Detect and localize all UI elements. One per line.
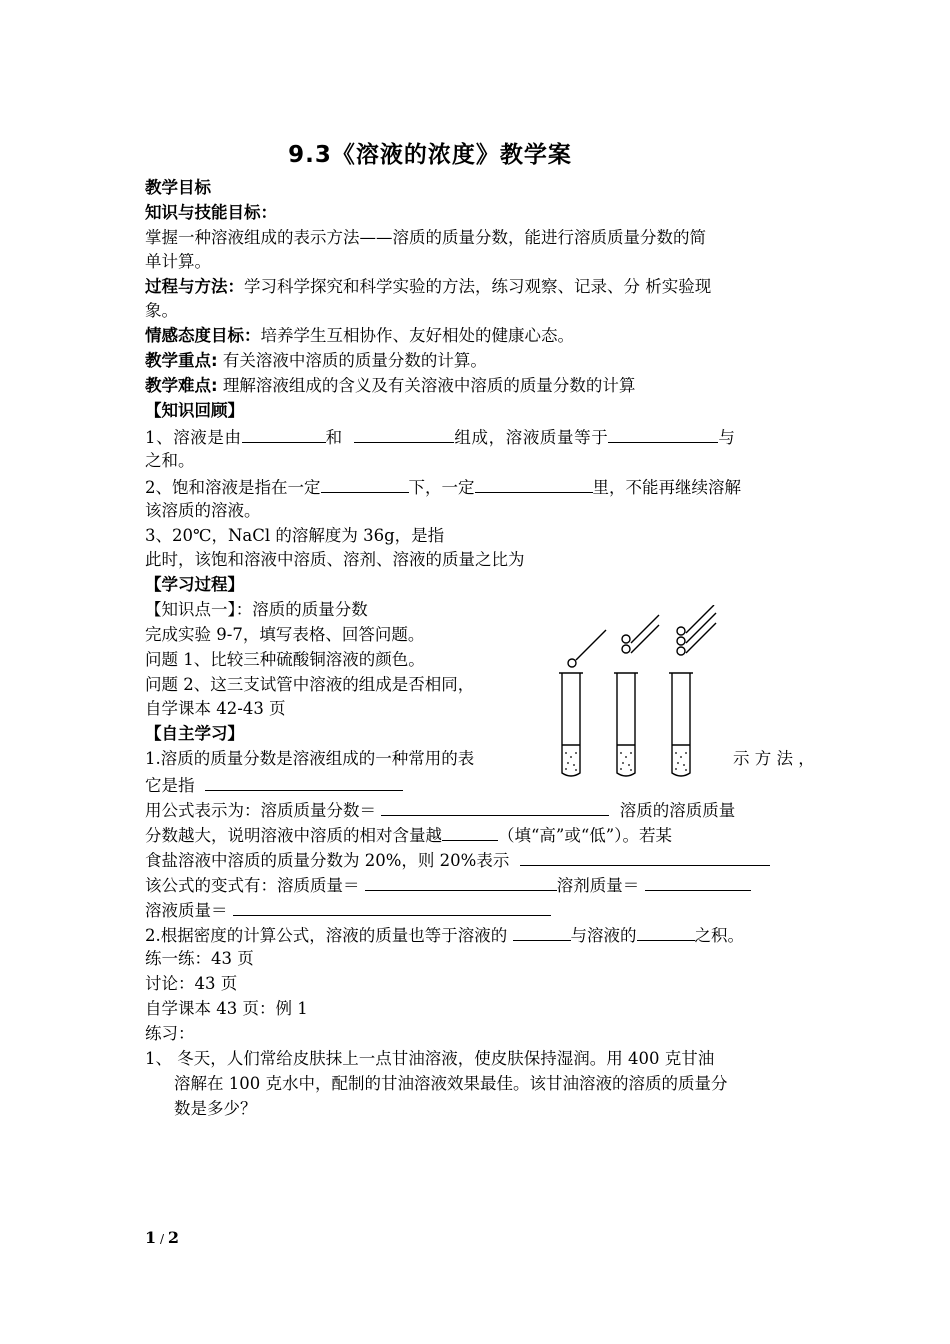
blank-q1-3[interactable] (608, 424, 718, 443)
knowledge-text-2: 单计算。 (145, 252, 211, 271)
fraction-larger-text: 分数越大，说明溶液中溶质的相对含量越 (145, 826, 442, 845)
review-q1-text-a: 1、溶液是由 (145, 428, 242, 447)
practice-page: 练一练：43 页 (145, 949, 254, 968)
blank-percent-meaning[interactable] (520, 847, 770, 866)
practice-heading: 练习： (145, 1024, 195, 1043)
practice-q1-line3: 数是多少？ (174, 1099, 257, 1118)
formula-label: 用公式表示为：溶质质量分数＝ (145, 801, 376, 820)
blank-formula[interactable] (381, 797, 609, 816)
review-q1-text-c: 组成，溶液质量等于 (454, 428, 609, 447)
self-study-1-line2-text: 它是指 (145, 776, 195, 795)
key-text: 有关溶液中溶质的质量分数的计算。 (217, 351, 487, 370)
blank-definition[interactable] (205, 772, 403, 791)
total-pages: 2 (167, 1228, 179, 1247)
process-goal (145, 275, 711, 299)
solution-mass-label: 溶液质量＝ (145, 901, 228, 920)
blank-solution-mass[interactable] (233, 897, 551, 916)
density-text-a: 2.根据密度的计算公式，溶液的质量也等于溶液的 (145, 926, 508, 945)
review-q2-text-c: 里，不能再继续溶解 (592, 478, 741, 497)
key-label: 教学重点: (145, 351, 218, 370)
review-q2-line2: 该溶质的溶液。 (145, 501, 261, 520)
blank-high-low[interactable] (442, 822, 498, 841)
process-line-1: 完成实验 9-7，填写表格、回答问题。 (145, 625, 425, 644)
self-study-2 (145, 922, 744, 948)
review-q1-line2: 之和。 (145, 451, 195, 470)
example-page: 自学课本 43 页：例 1 (145, 999, 308, 1018)
self-study-1-line3 (145, 797, 735, 823)
process-label: 过程与方法： (145, 277, 244, 296)
self-study-1a: 1.溶质的质量分数是溶液组成的一种常用的表 (145, 749, 475, 768)
emotion-goal (145, 324, 574, 348)
process-line-2: 问题 1、比较三种硫酸铜溶液的颜色。 (145, 650, 425, 669)
review-q3-line1: 3、20℃，NaCl 的溶解度为 36g，是指 (145, 526, 445, 545)
density-text-b: 与溶液的 (570, 926, 637, 945)
fraction-larger-after: （填“高”或“低”）。若某 (498, 826, 672, 845)
process-text-1: 学习科学探究和科学实验的方法，练习观察、记录、分 析实验现 (244, 277, 712, 296)
blank-density-1[interactable] (513, 922, 571, 941)
hard-text: 理解溶液组成的含义及有关溶液中溶质的质量分数的计算 (217, 376, 636, 395)
self-study-1-line7 (145, 897, 551, 923)
discussion-page: 讨论：43 页 (145, 974, 238, 993)
process-line-3: 问题 2、这三支试管中溶液的组成是否相同， (145, 675, 475, 694)
test-tubes-illustration (556, 605, 726, 785)
blank-solvent-mass[interactable] (645, 872, 751, 891)
solvent-mass-label: 溶剂质量＝ (556, 876, 640, 895)
test-tube-2 (614, 615, 659, 776)
practice-q1-line2: 溶解在 100 克水中，配制的甘油溶液效果最佳。该甘油溶液的溶质的质量分 (174, 1074, 728, 1093)
knowledge-label: 知识与技能目标： (145, 203, 277, 222)
self-study-heading: 【自主学习】 (145, 724, 244, 743)
density-text-c: 之积。 (694, 926, 744, 945)
test-tube-3 (669, 605, 716, 776)
practice-q1-line1: 1、 冬天，人们常给皮肤抹上一点甘油溶液，使皮肤保持湿润。用 400 克甘油 (145, 1049, 715, 1068)
hard-point (145, 374, 635, 398)
self-study-1-line2 (145, 772, 403, 798)
knowledge-text-1: 掌握一种溶液组成的表示方法——溶质的质量分数，能进行溶质质量分数的简 (145, 228, 706, 247)
process-line-4: 自学课本 42-43 页 (145, 699, 286, 718)
self-study-1-line6 (145, 872, 751, 898)
percent-meaning-text: 食盐溶液中溶质的质量分数为 20%，则 20%表示 (145, 851, 510, 870)
self-study-1-line5 (145, 847, 770, 873)
blank-density-2[interactable] (637, 922, 695, 941)
review-q3-line2: 此时，该饱和溶液中溶质、溶剂、溶液的质量之比为 (145, 550, 525, 569)
blank-q1-1[interactable] (242, 424, 326, 443)
blank-q2-2[interactable] (475, 474, 593, 493)
review-q1-text-d: 与 (718, 428, 736, 447)
blank-solute-mass[interactable] (365, 872, 557, 891)
emotion-label: 情感态度目标： (145, 326, 261, 345)
blank-q2-1[interactable] (321, 474, 409, 493)
page-number (145, 1228, 179, 1247)
solute-mass-label: 该公式的变式有：溶质质量＝ (145, 876, 360, 895)
self-study-1-line4 (145, 822, 672, 848)
review-q1 (145, 424, 735, 450)
review-q2-text-b: 下，一定 (408, 478, 475, 497)
test-tube-1 (559, 630, 606, 776)
current-page: 1 (145, 1228, 157, 1247)
point-one: 【知识点一】：溶质的质量分数 (145, 600, 368, 619)
blank-q1-2[interactable] (354, 424, 454, 443)
hard-label: 教学难点: (145, 376, 218, 395)
process-text-2: 象。 (145, 301, 178, 320)
formula-after: 溶质的溶质质量 (619, 801, 736, 820)
key-point (145, 349, 487, 373)
review-q2 (145, 474, 741, 500)
self-study-1b: 示 方 法 ， (733, 749, 815, 768)
page-separator: / (156, 1232, 168, 1246)
emotion-text: 培养学生互相协作、友好相处的健康心态。 (260, 326, 574, 345)
process-heading: 【学习过程】 (145, 575, 244, 594)
review-q1-text-b: 和 (325, 428, 343, 447)
document-title: 9.3《溶液的浓度》教学案 (288, 142, 572, 168)
review-heading: 【知识回顾】 (145, 401, 244, 420)
goals-heading: 教学目标 (145, 178, 211, 197)
review-q2-text-a: 2、饱和溶液是指在一定 (145, 478, 321, 497)
